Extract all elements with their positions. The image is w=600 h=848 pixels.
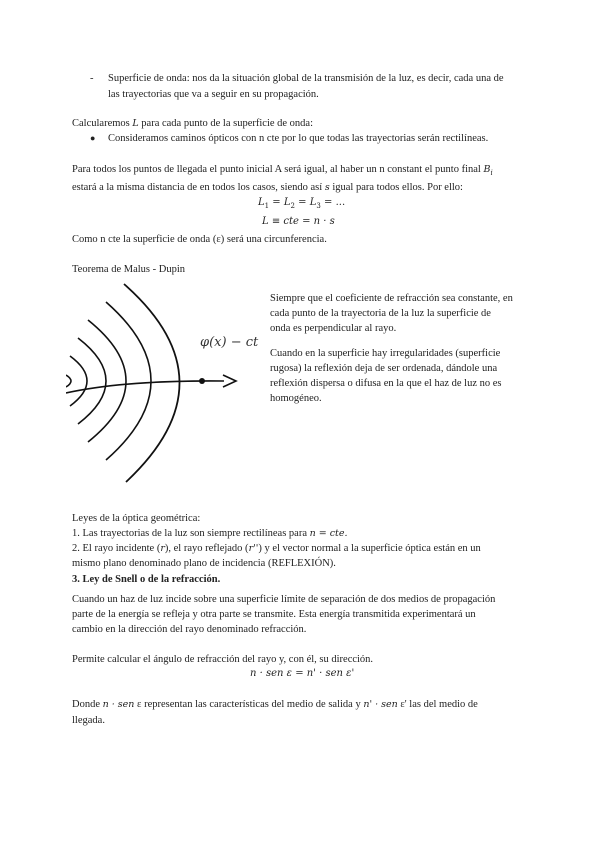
wavefront-arc-4 [88, 320, 126, 442]
side-para2-line4: homogéneo. [270, 393, 322, 404]
wavefront-arc-3 [78, 338, 106, 424]
bullet1-line1: Superficie de onda: nos da la situación global de la transmisión de la luz, es decir, cada una de [108, 73, 504, 84]
para1-line1-text: Para todos los puntos de llegada el punto inicial A será igual, al haber un n constant el punto final [72, 164, 484, 175]
calc-intro [72, 116, 313, 131]
ray-point [199, 378, 205, 384]
wavefront-diagram-icon [66, 280, 266, 490]
bullet1-line2: las trayectorias que va a seguir en su propagación. [108, 89, 319, 100]
law1 [72, 526, 348, 541]
donde-b: ε representan las características del medio de salida y [134, 699, 364, 710]
law2-a: 2. El rayo incidente ( [72, 543, 161, 554]
law1-math: n = cte. [309, 528, 348, 539]
eq-l1: L [258, 197, 265, 208]
law2-line1 [72, 541, 481, 556]
wavefront-arc-1 [66, 375, 71, 387]
para1-line2-a: estará a la misma distancia de en todos los casos, siendo así [72, 182, 325, 193]
snell-donde-line2: llegada. [72, 715, 105, 726]
donde-a: Donde [72, 699, 103, 710]
donde-c: ε' las del medio de [397, 699, 478, 710]
var-l: L [132, 118, 139, 129]
eq-sub2: 2 [290, 202, 295, 210]
donde-m1: n · sen [102, 699, 135, 710]
wavefront-arc-2 [70, 356, 87, 406]
eq-sub1: 1 [264, 202, 270, 210]
law1-text: 1. Las trayectorias de la luz son siempre rectilíneas para [72, 528, 310, 539]
eq-equals2: = [298, 197, 307, 208]
snell-permite: Permite calcular el ángulo de refracción del rayo y, con él, su dirección. [72, 654, 374, 665]
law2-line2: mismo plano denominado plano de incidencia (REFLEXIÓN). [72, 558, 336, 569]
side-para2-line2: rugosa) la reflexión deja de ser ordenada, dándole una [270, 363, 498, 374]
eq-equals1: = [272, 197, 281, 208]
snell-title: 3. Ley de Snell o de la refracción. [72, 574, 221, 585]
snell-donde-line1 [72, 697, 478, 712]
law2-r2: r'' [248, 543, 259, 554]
snell-line2: parte de la energía se refleja y otra parte se transmite. Esta energía transmitida experimentará un [72, 609, 476, 620]
var-s: s [324, 182, 330, 193]
law2-r: r [160, 543, 165, 554]
para1-line1 [72, 162, 493, 181]
wavefront-arc-5 [106, 302, 151, 460]
eq-equals3: = [324, 197, 333, 208]
snell-equation: n · sen ε = n' · sen ε' [250, 668, 355, 679]
eq-sub3: 3 [316, 202, 321, 210]
snell-line1: Cuando un haz de luz incide sobre una superficie límite de separación de dos medios de propagación [72, 594, 496, 605]
para1-line2 [72, 180, 463, 195]
side-para1-line1: Siempre que el coeficiente de refracción sea constante, en [270, 293, 513, 304]
wavefront-svg [66, 280, 266, 490]
calc-intro-after: para cada punto de la superficie de onda: [138, 118, 314, 129]
eq-l3: L [309, 197, 317, 208]
bullet-dash: - [90, 73, 94, 84]
side-para2-line3: reflexión dispersa o difusa en la que el haz de luz no es [270, 378, 502, 389]
law2-b: ), el rayo reflejado ( [164, 543, 249, 554]
sub-i: i [490, 169, 493, 178]
eq-dots: ... [335, 197, 346, 208]
laws-title: Leyes de la óptica geométrica: [72, 513, 201, 524]
side-para1-line3: onda es perpendicular al rayo. [270, 323, 397, 334]
var-b: B [483, 164, 491, 175]
calc-intro-before: Calcularemos [72, 118, 133, 129]
equation-l-cte: L ≡ cte = n · s [262, 216, 335, 227]
ray-arrowhead [223, 375, 236, 387]
donde-m2: n' · sen [363, 699, 398, 710]
bullet2-text: Consideramos caminos ópticos con n cte por lo que todas las trayectorias serán rectilíneas. [108, 133, 489, 144]
phase-label: φ(x) − ct [200, 335, 259, 350]
snell-line3: cambio en la dirección del rayo denominado refracción. [72, 624, 307, 635]
eq-l2: L [283, 197, 291, 208]
theorem-title: Teorema de Malus - Dupin [72, 264, 185, 275]
para2: Como n cte la superficie de onda (ε) será una circunferencia. [72, 234, 327, 245]
para1-line2-b: igual para todos ellos. Por ello: [329, 182, 463, 193]
side-para2-line1: Cuando en la superficie hay irregularidades (superficie [270, 348, 501, 359]
bullet-dot: ● [90, 133, 96, 143]
equation-l-equal [258, 197, 345, 210]
law2-c: ) y el vector normal a la superficie óptica están en un [258, 543, 481, 554]
side-para1-line2: cada punto de la trayectoria de la luz la superficie de [270, 308, 491, 319]
